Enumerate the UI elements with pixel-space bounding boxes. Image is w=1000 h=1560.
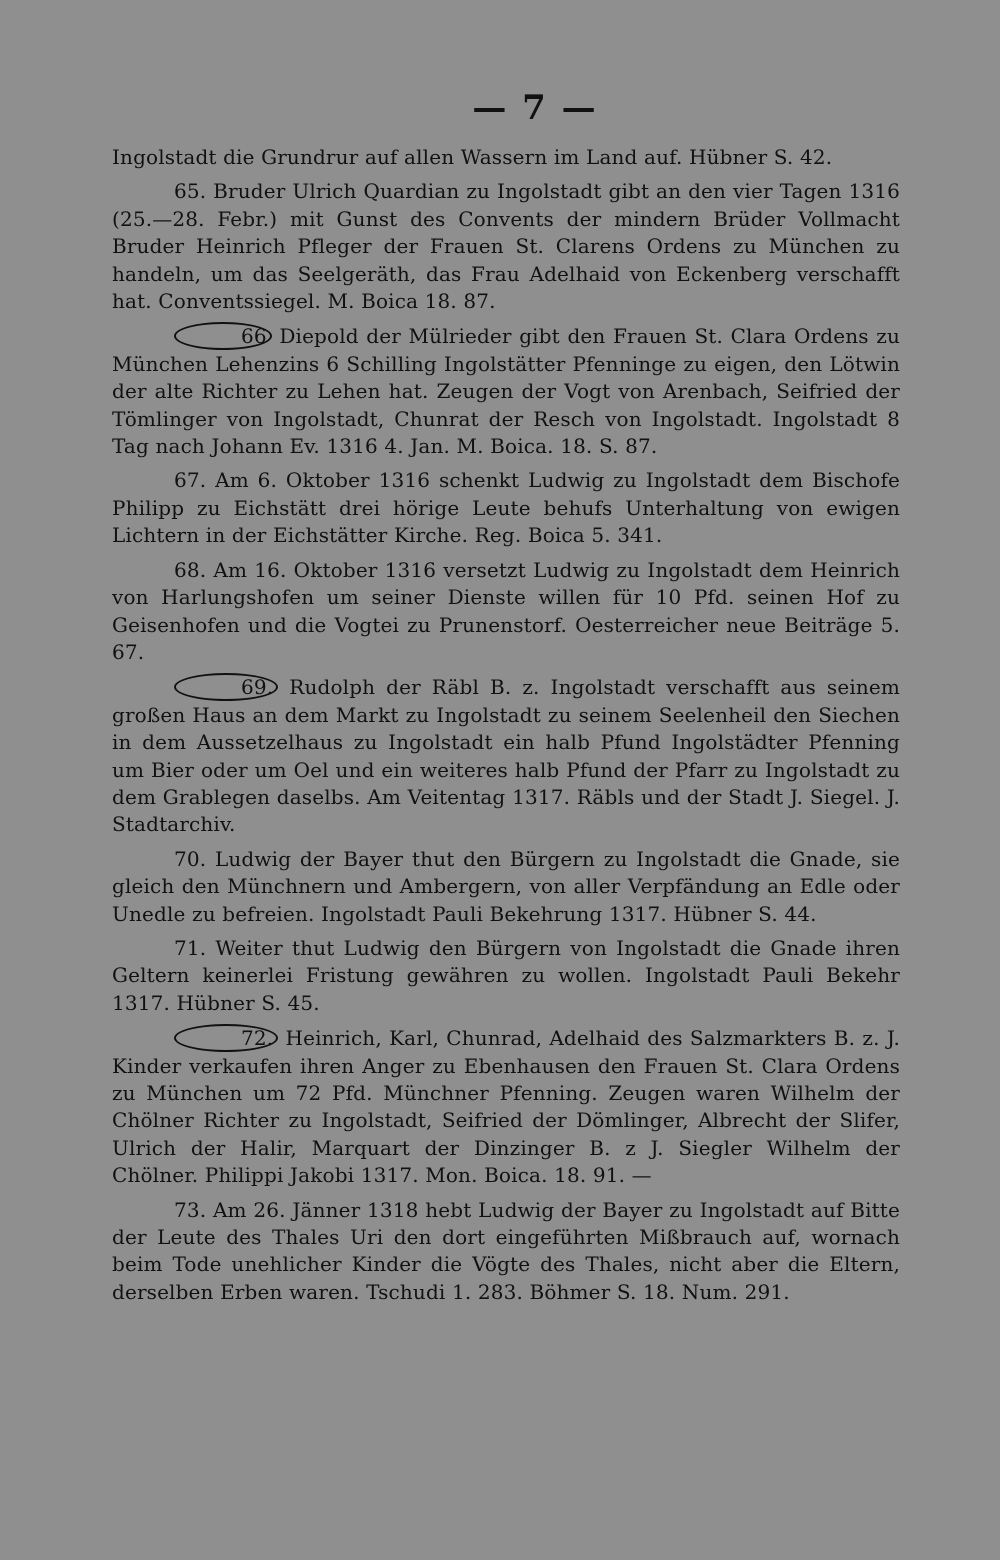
circled-entry-number: 72.: [174, 1024, 278, 1052]
page-number: — 7 —: [472, 88, 598, 128]
paragraph-continuation: Ingolstadt die Grundrur auf allen Wassern im Land auf. Hübner S. 42.: [112, 145, 833, 169]
entry-66: [112, 322, 900, 460]
entry-72: [112, 1024, 900, 1189]
circled-entry-number: 66: [174, 322, 272, 350]
entry-text: Heinrich, Karl, Chunrad, Adelhaid des Salzmarkters B. z. J. Kinder verkaufen ihren Anger zu Ebenhausen den Frauen St. Clara Ordens zu München um 72 Pfd. Münchner Pfenning. Zeugen waren Wilhelm der Chölner Richter zu Ingolstadt, Seifried der Dömlinger, Albrecht der Slifer, Ulrich der Halir, Marquart der Dinzinger B. z J. Siegler Wilhelm der Chölner. Philippi Jakobi 1317. Mon. Boica. 18. 91. —: [112, 1026, 900, 1188]
entry-70: 70. Ludwig der Bayer thut den Bürgern zu Ingolstadt die Gnade, sie gleich den Münchnern und Ambergern, von aller Verpfändung an Edle oder Unedle zu befreien. Ingolstadt Pauli Bekehrung 1317. Hübner S. 44.: [112, 846, 900, 926]
entry-text: Diepold der Mülrieder gibt den Frauen St. Clara Ordens zu München Lehenzins 6 Schilling Ingolstätter Pfenninge zu eigen, den Lötwin der alte Richter zu Lehen hat. Zeugen der Vogt von Arenbach, Seifried der Tömlinger von Ingolstadt, Chunrat der Resch von Ingolstadt. Ingolstadt 8 Tag nach Johann Ev. 1316 4. Jan. M. Boica. 18. S. 87.: [112, 324, 900, 459]
entry-67: 67. Am 6. Oktober 1316 schenkt Ludwig zu Ingolstadt dem Bischofe Philipp zu Eichstätt drei hörige Leute behufs Unterhaltung von ewigen Lichtern in der Eichstätter Kirche. Reg. Boica 5. 341.: [112, 468, 900, 548]
entry-text: Rudolph der Räbl B. z. Ingolstadt verschafft aus seinem großen Haus an dem Markt zu Ingolstadt zu seinem Seelenheil den Siechen in dem Aussetzelhaus zu Ingolstadt ein halb Pfund Ingolstädter Pfenning um Bier oder um Oel und ein weiteres halb Pfund der Pfarr zu Ingolstadt zu dem Grablegen daselbs. Am Veitentag 1317. Räbls und der Stadt J. Siegel. J. Stadtarchiv.: [112, 675, 900, 837]
body-text: [112, 144, 900, 1306]
circled-entry-number: 69.: [174, 673, 278, 701]
entry-65: 65. Bruder Ulrich Quardian zu Ingolstadt gibt an den vier Tagen 1316 (25.—28. Febr.) mit Gunst des Convents der mindern Brüder Vollmacht Bruder Heinrich Pfleger der Frauen St. Clarens Ordens zu München zu handeln, um das Seelgeräth, das Frau Adelhaid von Eckenberg verschafft hat. Conventssiegel. M. Boica 18. 87.: [112, 179, 900, 314]
entry-68: 68. Am 16. Oktober 1316 versetzt Ludwig zu Ingolstadt dem Heinrich von Harlungshofen um seiner Dienste willen für 10 Pfd. seinen Hof zu Geisenhofen und die Vogtei zu Prunenstorf. Oesterreicher neue Beiträge 5. 67.: [112, 557, 900, 664]
entry-69: [112, 673, 900, 838]
entry-73: 73. Am 26. Jänner 1318 hebt Ludwig der Bayer zu Ingolstadt auf Bitte der Leute des Thales Uri den dort eingeführten Mißbrauch auf, wornach beim Tode unehlicher Kinder die Vögte des Thales, nicht aber die Eltern, derselben Erben waren. Tschudi 1. 283. Böhmer S. 18. Num. 291.: [112, 1197, 900, 1304]
entry-71: 71. Weiter thut Ludwig den Bürgern von Ingolstadt die Gnade ihren Geltern keinerlei Fristung gewähren zu wollen. Ingolstadt Pauli Bekehr 1317. Hübner S. 45.: [112, 935, 900, 1015]
